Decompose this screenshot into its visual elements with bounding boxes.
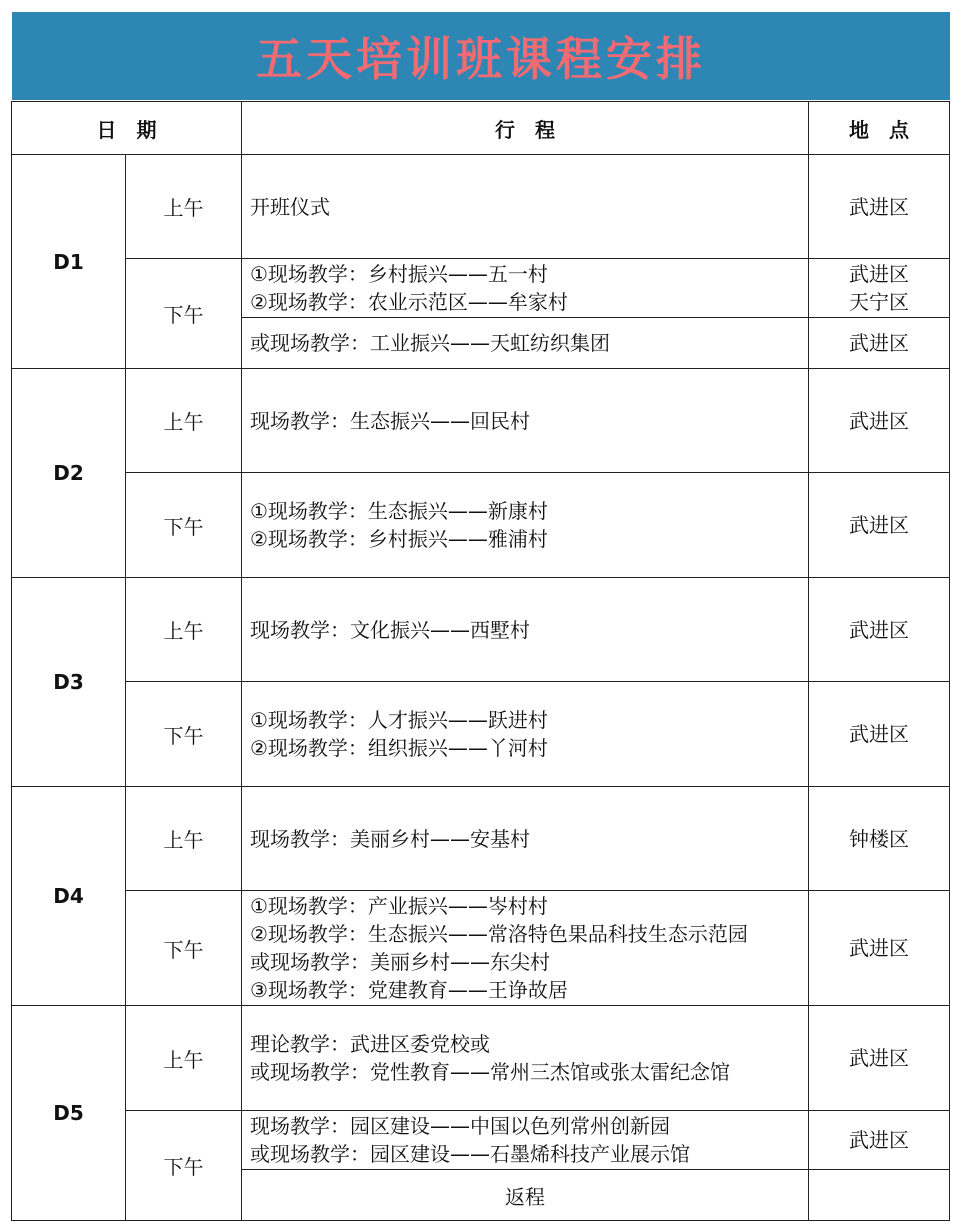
location-cell [809,682,950,787]
activity-line: 或现场教学：工业振兴——天虹纺织集团 [250,331,610,355]
header-itinerary: 行 程 [242,102,809,155]
activity-cell [242,682,809,787]
location-text: 武进区 [849,1128,909,1152]
table-row [12,259,950,318]
table-row [12,682,950,787]
day-label: D2 [12,369,126,578]
day-label: D3 [12,578,126,787]
location-text: 武进区 [849,331,909,355]
activity-line: 或现场教学：园区建设——石墨烯科技产业展示馆 [250,1142,690,1166]
activity-cell [242,369,809,473]
day-label: D4 [12,787,126,1006]
pm-label: 下午 [126,1111,242,1221]
table-row [12,1006,950,1111]
location-cell [809,473,950,578]
location-cell [809,318,950,369]
am-label: 上午 [126,1006,242,1111]
am-label: 上午 [126,155,242,259]
location-text: 钟楼区 [849,826,909,851]
activity-cell [242,1006,809,1111]
table-row [12,787,950,891]
activity-line: ②现场教学：组织振兴——丫河村 [250,736,548,760]
title-banner [12,12,950,100]
activity-line: ①现场教学：人才振兴——跃进村 [250,708,548,732]
activity-line: ②现场教学：乡村振兴——雅浦村 [250,527,548,551]
activity-line: 或现场教学：美丽乡村——东尖村 [250,950,550,974]
location-cell [809,787,950,891]
location-text: 武进区 [849,262,909,286]
activity-line: 或现场教学：党性教育——常州三杰馆或张太雷纪念馆 [250,1060,730,1084]
activity-cell [242,318,809,369]
activity-line: ③现场教学：党建教育——王诤故居 [250,978,568,1002]
activity-line: 现场教学：园区建设——中国以色列常州创新园 [250,1114,670,1138]
activity-cell [242,155,809,259]
location-text: 武进区 [849,722,909,746]
activity-cell [242,259,809,318]
location-text: 武进区 [849,1046,909,1070]
table-row [12,155,950,259]
day-label: D5 [12,1006,126,1221]
activity-cell [242,1170,809,1221]
activity-cell [242,1111,809,1170]
header-row [12,102,950,155]
pm-label: 下午 [126,259,242,369]
activity-cell [242,891,809,1006]
am-label: 上午 [126,578,242,682]
pm-label: 下午 [126,891,242,1006]
location-cell [809,891,950,1006]
location-cell [809,1006,950,1111]
table-row [12,578,950,682]
activity-line: 现场教学：文化振兴——西墅村 [250,617,530,642]
pm-label: 下午 [126,682,242,787]
activity-line: ①现场教学：生态振兴——新康村 [250,499,548,523]
location-cell [809,1170,950,1221]
header-date: 日 期 [12,102,242,155]
location-cell [809,259,950,318]
activity-line: ①现场教学：乡村振兴——五一村 [250,262,548,286]
activity-cell [242,578,809,682]
location-text: 武进区 [849,194,909,219]
activity-line: 理论教学：武进区委党校或 [250,1032,490,1056]
location-cell [809,369,950,473]
location-text: 武进区 [849,513,909,537]
activity-line: 现场教学：生态振兴——回民村 [250,408,530,433]
header-location: 地 点 [809,102,950,155]
pm-label: 下午 [126,473,242,578]
table-row [12,473,950,578]
am-label: 上午 [126,787,242,891]
table-row [12,1111,950,1170]
activity-cell [242,473,809,578]
location-cell [809,155,950,259]
table-row [12,891,950,1006]
location-text: 武进区 [849,936,909,960]
activity-line: 开班仪式 [250,194,330,219]
activity-line: ②现场教学：生态振兴——常洛特色果品科技生态示范园 [250,922,748,946]
location-text: 武进区 [849,617,909,642]
activity-line: ①现场教学：产业振兴——岑村村 [250,894,548,918]
location-text: 天宁区 [849,290,909,314]
am-label: 上午 [126,369,242,473]
activity-line: ②现场教学：农业示范区——牟家村 [250,290,568,314]
location-text: 武进区 [849,408,909,433]
day-label: D1 [12,155,126,369]
location-cell [809,578,950,682]
page-title: 五天培训班课程安排 [256,32,706,86]
activity-cell [242,787,809,891]
location-cell [809,1111,950,1170]
activity-line: 返程 [505,1184,545,1209]
activity-line: 现场教学：美丽乡村——安基村 [250,826,530,851]
schedule-table [11,101,950,1221]
table-row [12,369,950,473]
